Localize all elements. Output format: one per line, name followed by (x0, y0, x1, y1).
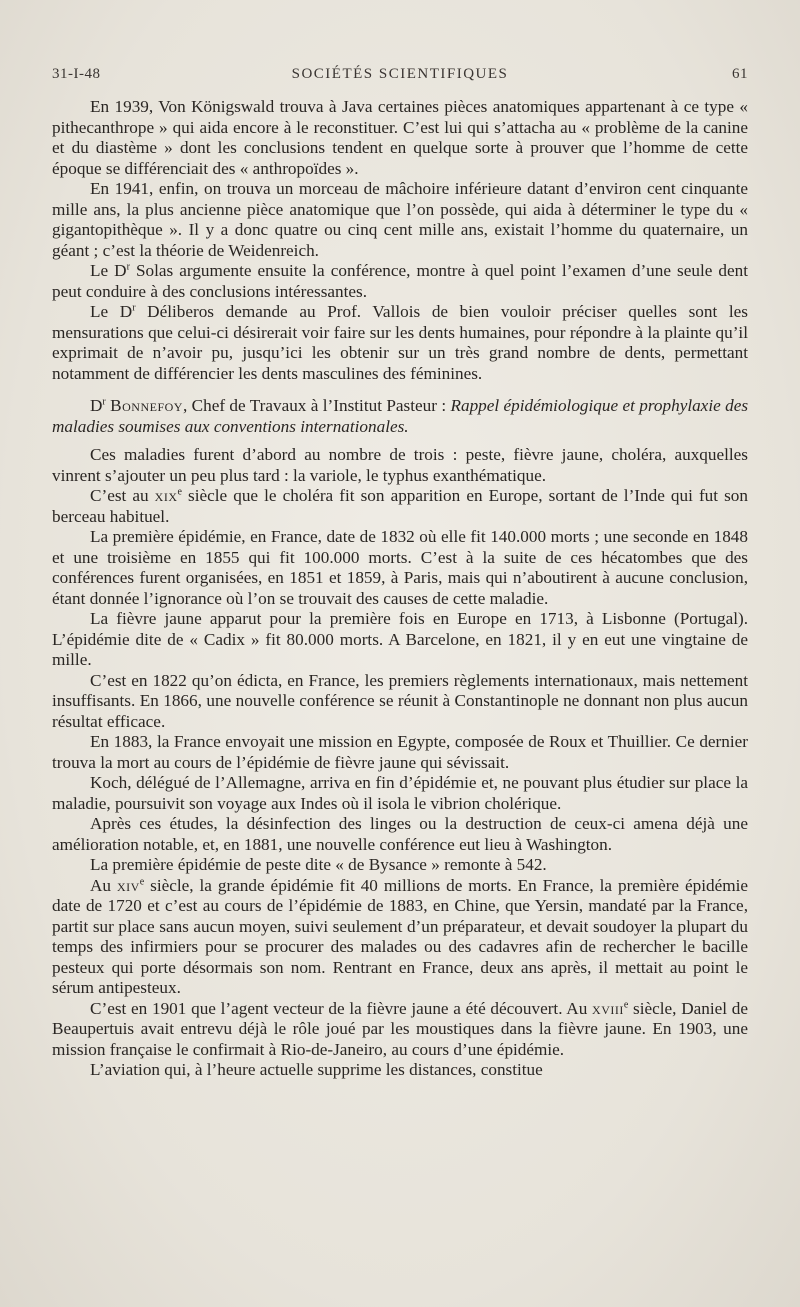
paragraph-mission-egypte: En 1883, la France envoyait une mission en Egypte, composée de Roux et Thuillier. Ce dernier trouva la mort au cours de l’épidémie de fièvre jaune qui sévissait. (52, 732, 748, 772)
paragraph-1901: C’est en 1901 que l’agent vecteur de la fièvre jaune a été découvert. Au xviii$^e$ siècle, Daniel de Beaupertuis avait entrevu déjà le rôle joué par les moustiques dans la fièvre jaune. En 1903, une mission française le confirmait à Rio-de-Janeiro, au cours d’une épidémie. (52, 998, 748, 1059)
speaker-name: Bonnefoy (110, 396, 183, 415)
section-heading-bonnefoy: $D^r$ Bonnefoy, Chef de Travaux à l’Institut Pasteur : Rappel épidémiologique et prophylaxie des maladies soumises aux conventions internationales. (52, 396, 749, 436)
header-date: 31-I-48 (52, 66, 101, 82)
paragraph-xiv-siecle: Au xiv$^e$ siècle, la grande épidémie fit 40 millions de morts. En France, la première épidémie date de 1720 et c’est au cours de l’épidémie de 1883, en Chine, que Yersin, mandaté par la France, partit sur place sans aucun moyen, suivi seulement d’un préparateur, et devait soudoyer la plupart du temps des infirmiers pour se procurer des malades ou des cadavres afin de rechercher le bacille pesteux qui porte désormais son nom. Rentrant en France, deux ans après, il mettait au point le sérum antipesteux. (52, 875, 748, 997)
talk-title: Rappel épidémiologique et prophylaxie des maladies soumises aux conventions internationales. (52, 396, 749, 436)
paragraph-solas: Le $D^r$ Solas argumente ensuite la conférence, montre à quel point l’examen d’une seule dent peut conduire à des conclusions intéressantes. (52, 261, 748, 301)
header-title: SOCIÉTÉS SCIENTIFIQUES (291, 66, 509, 82)
paragraph-gigantopitheque: En 1941, enfin, on trouva un morceau de mâchoire inférieure datant d’environ cent cinquante mille ans, la plus ancienne pièce anatomique que l’on possède, qui aida à déterminer le type du « gigantopithèque ». Il y a donc quatre ou cinq cent mille ans, existait l’homme du quaternaire, un géant ; c’est la théorie de Weidenreich. (52, 179, 748, 260)
paragraph-desinfection: Après ces études, la désinfection des linges ou la destruction de ceux-ci amena déjà une amélioration notable, et, en 1881, une nouvelle conférence eut lieu à Washington. (52, 814, 748, 854)
paragraph-koch: Koch, délégué de l’Allemagne, arriva en fin d’épidémie et, ne pouvant plus étudier sur place la maladie, poursuivit son voyage aux Indes où il isola le vibrion cholérique. (52, 773, 748, 813)
running-header (52, 66, 748, 90)
paragraph-deliberos: Le $D^r$ Déliberos demande au Prof. Vallois de bien vouloir préciser quelles sont les mensurations que celui-ci désirerait voir faire sur les dents humaines, pour répondre à la plainte qu’il exprimait de n’avoir pu, jusqu’ici les obtenir sur un très grand nombre de dents, permettant notamment de différencier les dents masculines des féminines. (52, 302, 748, 383)
paragraph-konigswald: En 1939, Von Königswald trouva à Java certaines pièces anatomiques appartenant à ce type « pithecanthrope » qui aida encore à le reconstituer. C’est lui qui s’attacha au « problème de la canine et du diastème » dont les conclusions tendent en quelque sorte à prouver que l’homme de cette époque se différenciait des « anthropoïdes ». (52, 97, 748, 178)
paragraph-premiere-epidemie: La première épidémie, en France, date de 1832 où elle fit 140.000 morts ; une seconde en 1848 et une troisième en 1855 qui fit 100.000 morts. C’est à la suite de ces hécatombes que des conférences furent organisées, en 1851 et 1859, à Paris, mais qui n’aboutirent à aucune conclusion, étant donnée l’ignorance où l’on se trouvait des causes de cette maladie. (52, 527, 748, 608)
paragraph-reglements: C’est en 1822 qu’on édicta, en France, les premiers règlements internationaux, mais nettement insuffisants. En 1866, une nouvelle conférence se réunit à Constantinople ne donnant non plus aucun résultat efficace. (52, 670, 748, 731)
article-body (52, 97, 748, 1081)
page-number: 61 (732, 66, 748, 82)
paragraph-maladies: Ces maladies furent d’abord au nombre de trois : peste, fièvre jaune, choléra, auxquelles vinrent s’ajouter un peu plus tard : la variole, le typhus exanthématique. (52, 445, 748, 485)
paragraph-aviation: L’aviation qui, à l’heure actuelle supprime les distances, constitue (90, 1060, 543, 1079)
paragraph-fievre-jaune: La fièvre jaune apparut pour la première fois en Europe en 1713, à Lisbonne (Portugal). L’épidémie dite de « Cadix » fit 80.000 morts. A Barcelone, en 1821, il y en eut une vingtaine de mille. (52, 609, 748, 669)
paragraph-peste-bysance: La première épidémie de peste dite « de Bysance » remonte à 542. (90, 855, 547, 874)
paragraph-cholera: C’est au xix$^e$ siècle que le choléra fit son apparition en Europe, sortant de l’Inde qui fut son berceau habituel. (52, 486, 748, 526)
